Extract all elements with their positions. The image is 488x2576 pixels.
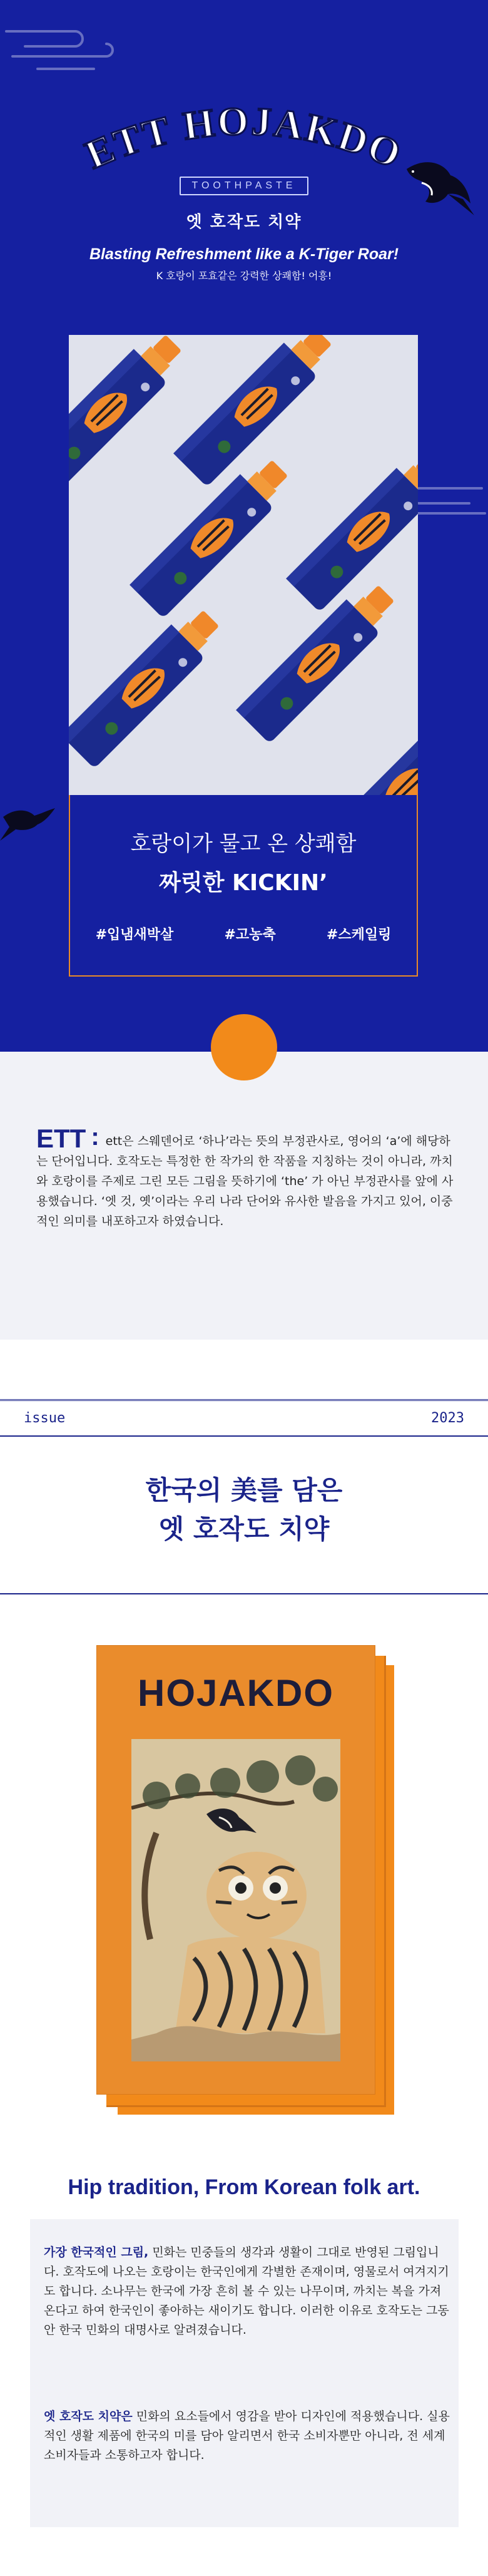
- tagline-en: Blasting Refreshment like a K-Tiger Roar!: [89, 245, 399, 263]
- product-photo: [69, 335, 418, 795]
- info-text-1: 민화는 민중들의 생각과 생활이 그대로 반영된 그림입니다. 호작도에 나오는 호랑이는 한국인에게 각별한 존재이며, 영물로서 여겨지기도 합니다. 소나무는 한국에 가장 흔히 볼 수 있는 나무이며, 까치는 복을 가져온다고 하여 한국인이 좋아하는 새이기도 합니다. 이러한 이유로 호작도는 그동안 한국 민화의 대명사로 알려졌습니다.: [44, 2245, 449, 2337]
- hashtag: #고농축: [224, 927, 276, 943]
- book-cover: [96, 1645, 375, 2095]
- issue-bar: [0, 1399, 488, 1437]
- section-heading: [0, 1471, 488, 1549]
- logo-main-text: ETT HOJAKDO: [79, 98, 409, 175]
- logo-wordmark: [69, 94, 419, 175]
- ett-body: ett은 스웨덴어로 ‘하나’라는 뜻의 부정관사로, 영어의 ‘a’에 해당하는 단어입니다. 호작도는 특정한 한 작가의 한 작품을 지칭하는 것이 아니라, 까치와 호랑이를 주제로 그린 모든 그림을 뜻하기에 ‘the’ 가 아닌 부정관사를 앞에 사용했습니다. ‘엣 것, 옛’이라는 우리 나라 단어와 유사한 발음을 가지고 있어, 이중적인 의미를 내포하고자 하였습니다.: [36, 1134, 454, 1228]
- orange-circle-icon: [211, 1014, 277, 1080]
- toothpaste-tubes-image: [69, 335, 418, 795]
- cloud-decoration-icon: [0, 19, 125, 75]
- info-paragraph-1: [44, 2243, 450, 2340]
- book-title: HOJAKDO: [137, 1672, 335, 1714]
- magpie-icon: [0, 792, 56, 842]
- tagline-ko: K 호랑이 포효같은 강력한 상쾌함! 어흥!: [156, 270, 332, 282]
- ett-description: [36, 1123, 462, 1231]
- issue-label: issue: [24, 1410, 66, 1426]
- info-highlight-1: 가장 한국적인 그림,: [44, 2245, 149, 2259]
- ett-title: ETT: [36, 1124, 86, 1153]
- hashtag-list: [70, 924, 417, 943]
- heading-line-2: 엣 호작도 치약: [158, 1514, 330, 1544]
- divider: [0, 1593, 488, 1594]
- info-text-2: 민화의 요소들에서 영감을 받아 디자인에 적용했습니다. 실용적인 생활 제품에 한국의 미를 담아 알리면서 한국 소비자뿐만 아니라, 전 세계 소비자들과 소통하고자 합니다.: [44, 2409, 450, 2462]
- ett-colon: :: [91, 1123, 99, 1151]
- logo: [0, 94, 488, 232]
- info-paragraph-2: [44, 2407, 450, 2465]
- svg-text:ETT HOJAKDO: [79, 98, 409, 175]
- info-highlight-2: 엣 호작도 치약은: [44, 2409, 133, 2423]
- hip-tradition-title: Hip tradition, From Korean folk art.: [68, 2175, 420, 2199]
- product-name: 엣 호작도 치약: [186, 213, 302, 232]
- info-box: [30, 2219, 459, 2527]
- hero-section: [0, 0, 488, 1052]
- tiger-magpie-painting-icon: [131, 1739, 340, 2061]
- logo-subtitle: TOOTHPASTE: [180, 177, 309, 195]
- hashtag: #스케일링: [326, 927, 392, 943]
- caption-line-1: 호랑이가 물고 온 상쾌함: [130, 831, 357, 856]
- caption-line-2: 짜릿한 KICKIN’: [159, 870, 328, 896]
- folk-painting-image: [131, 1739, 340, 2061]
- heading-line-1: 한국의 美를 담은: [145, 1475, 343, 1506]
- photo-caption-box: [69, 795, 418, 977]
- hashtag: #입냄새박살: [95, 927, 174, 943]
- issue-year: 2023: [431, 1410, 464, 1426]
